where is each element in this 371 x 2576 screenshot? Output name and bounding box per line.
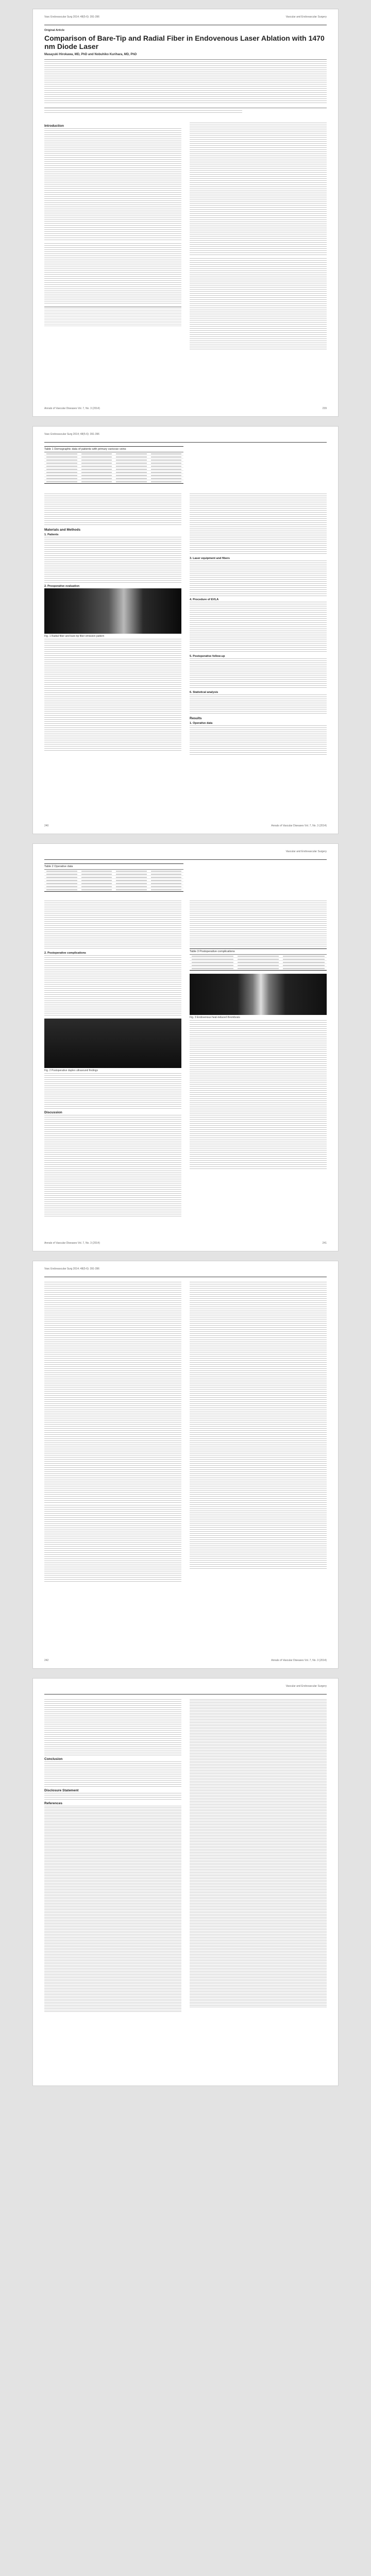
page-header (44, 1267, 327, 1271)
subsection-equipment: 3. Laser equipment and fibers (190, 557, 230, 560)
journal-name: Vascular and Endovascular Surgery (285, 15, 327, 19)
journal-name: Vascular and Endovascular Surgery (285, 850, 327, 853)
section-references: References (44, 1802, 63, 1805)
footer-journal: Annals of Vascular Diseases Vol. 7, No. 3 (2014) (44, 1242, 100, 1245)
table-2 (44, 863, 183, 892)
reference-list (44, 1806, 181, 2012)
section-discussion: Discussion (44, 1111, 62, 1114)
section-materials-methods: Materials and Methods (44, 528, 81, 532)
figure-1-image (44, 588, 181, 634)
paper-page-1 (33, 9, 338, 416)
subsection-evaluation: 2. Preoperative evaluation (44, 585, 80, 588)
journal-citation: Vasc Endovascular Surg 2014; 48(5-6): 391-396 (44, 433, 99, 436)
page-footer (44, 407, 327, 410)
page-header (44, 433, 327, 436)
paper-page-2 (33, 427, 338, 834)
page-header (44, 1685, 327, 1688)
page-number: 242 (44, 1659, 49, 1662)
page-number: 241 (322, 1242, 327, 1245)
article-head (44, 29, 327, 116)
article-type: Original Article (44, 29, 65, 32)
table-3-caption: Table 3 Postoperative complications (190, 949, 327, 955)
section-disclosure: Disclosure Statement (44, 1789, 79, 1792)
table-1-caption: Table 1 Demographic data of patients with primary varicose veins (44, 447, 183, 452)
subsection-postop: 5. Postoperative follow-up (190, 655, 225, 658)
table-3 (190, 948, 327, 971)
section-introduction: Introduction (44, 124, 64, 128)
page-header (44, 850, 327, 854)
article-authors: Masayuki Hirokawa, MD, PhD and Nobuhiko Kurihara, MD, PhD (44, 53, 137, 56)
section-results: Results (190, 717, 202, 720)
table-1 (44, 446, 183, 484)
page-number: 239 (322, 407, 327, 410)
paper-page-5 (33, 1679, 338, 2086)
page-footer (44, 1242, 327, 1245)
journal-citation: Vasc Endovascular Surg 2014; 48(5-6): 391-396 (44, 15, 99, 19)
footer-journal: Annals of Vascular Diseases Vol. 7, No. 3 (2014) (271, 824, 327, 827)
figure-3-image (190, 974, 327, 1015)
subsection-op-data: 1. Operative data (190, 722, 213, 725)
page-footer (44, 824, 327, 827)
section-conclusion: Conclusion (44, 1757, 63, 1761)
subsection-patients: 1. Patients (44, 533, 59, 536)
page-footer (44, 1659, 327, 1662)
figure-1-caption: Fig. 1 Radial fiber and bare-tip fiber emission pattern (44, 635, 105, 638)
page-header (44, 15, 327, 19)
footer-journal: Annals of Vascular Diseases Vol. 7, No. 3 (2014) (271, 1659, 327, 1662)
page-number: 240 (44, 824, 49, 827)
figure-3-caption: Fig. 3 Endovenous heat-induced thrombosis (190, 1016, 240, 1019)
figure-2-image (44, 1019, 181, 1068)
abstract-block (44, 59, 327, 108)
subsection-procedure: 4. Procedure of EVLA (190, 598, 219, 601)
subsection-statistics: 6. Statistical analysis (190, 691, 218, 694)
journal-citation: Vasc Endovascular Surg 2014; 48(5-6): 391-396 (44, 1267, 99, 1270)
subsection-complications: 2. Postoperative complications (44, 952, 86, 955)
footer-journal: Annals of Vascular Diseases Vol. 7, No. 3 (2014) (44, 407, 100, 410)
article-title: Comparison of Bare-Tip and Radial Fiber in Endovenous Laser Ablation with 1470 nm Diode Laser (44, 34, 325, 50)
figure-2-caption: Fig. 2 Postoperative duplex ultrasound findings (44, 1069, 98, 1072)
table-2-caption: Table 2 Operative data (44, 864, 183, 870)
paper-page-3 (33, 844, 338, 1251)
paper-page-4 (33, 1261, 338, 1668)
journal-name: Vascular and Endovascular Surgery (285, 1685, 327, 1688)
reference-list-continued (190, 1699, 327, 2008)
